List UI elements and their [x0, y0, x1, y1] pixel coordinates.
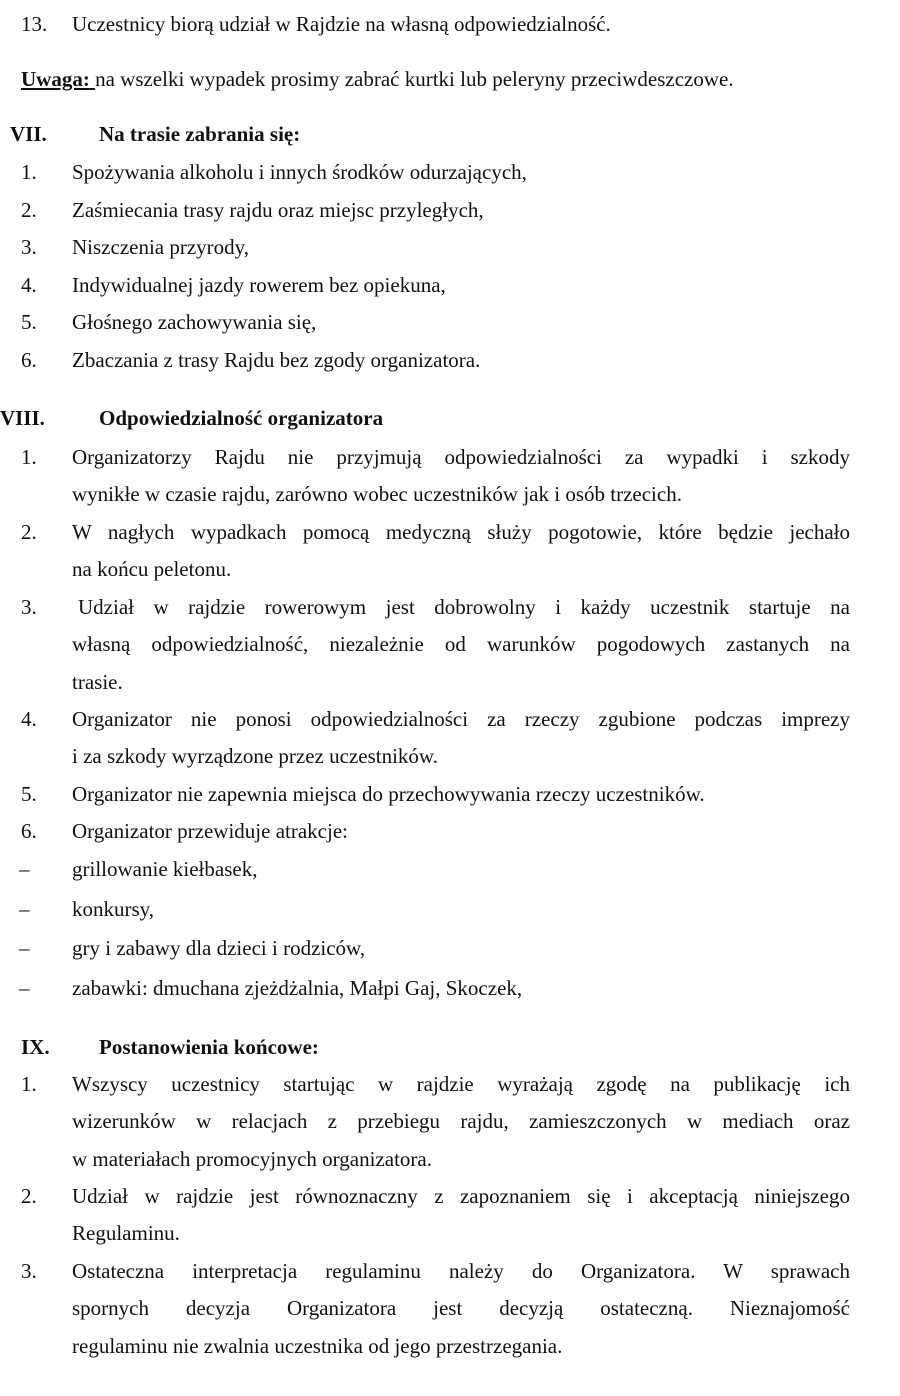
list-item-text: regulaminu nie zwalnia uczestnika od jego przestrzegania. [72, 1334, 563, 1358]
list-number: 1. [21, 160, 37, 184]
list-item-text: Udział w rajdzie rowerowym jest dobrowolny i każdy uczestnik startuje na [78, 595, 850, 619]
list-item-text: na końcu peletonu. [72, 557, 232, 581]
list-number: 2. [21, 1184, 37, 1208]
list-item-text: Organizator nie zapewnia miejsca do przechowywania rzeczy uczestników. [72, 782, 705, 806]
dash-bullet: – [19, 857, 30, 881]
list-number: 3. [21, 595, 37, 619]
section-number: VII. [10, 122, 47, 146]
list-item-text: grillowanie kiełbasek, [72, 857, 258, 881]
note-label: Uwaga: [21, 67, 90, 91]
list-item-text: Głośnego zachowywania się, [72, 310, 317, 334]
list-item-text: spornych decyzja Organizatora jest decyzją ostateczną. Nieznajomość [72, 1296, 850, 1320]
list-item-text: Regulaminu. [72, 1221, 180, 1245]
list-number: 2. [21, 198, 37, 222]
list-number: 13. [21, 12, 48, 36]
list-item-text: w materiałach promocyjnych organizatora. [72, 1147, 432, 1171]
section-title: Na trasie zabrania się: [99, 122, 301, 146]
list-number: 1. [21, 1072, 37, 1096]
list-item-text: Organizator przewiduje atrakcje: [72, 819, 348, 843]
list-item-text: Ostateczna interpretacja regulaminu należy do Organizatora. W sprawach [72, 1259, 850, 1283]
list-number: 5. [21, 782, 37, 806]
section-number: VIII. [0, 406, 45, 430]
list-number: 4. [21, 273, 37, 297]
list-item-text: Indywidualnej jazdy rowerem bez opiekuna, [72, 273, 446, 297]
list-item-text: wynikłe w czasie rajdu, zarówno wobec uczestników jak i osób trzecich. [72, 482, 682, 506]
note-paragraph [21, 67, 734, 91]
list-number: 3. [21, 235, 37, 259]
list-item-text: Uczestnicy biorą udział w Rajdzie na własną odpowiedzialność. [72, 12, 611, 36]
list-item-text: zabawki: dmuchana zjeżdżalnia, Małpi Gaj, Skoczek, [72, 976, 523, 1000]
list-item-text: Zaśmiecania trasy rajdu oraz miejsc przyległych, [72, 198, 484, 222]
list-item-text: Niszczenia przyrody, [72, 235, 250, 259]
list-item-text: wizerunków w relacjach z przebiegu rajdu, zamieszczonych w mediach oraz [72, 1109, 850, 1133]
list-number: 4. [21, 707, 37, 731]
list-item-text: i za szkody wyrządzone przez uczestników. [72, 744, 438, 768]
list-item-text: Organizator nie ponosi odpowiedzialności za rzeczy zgubione podczas imprezy [72, 707, 850, 731]
list-item-text: Spożywania alkoholu i innych środków odurzających, [72, 160, 527, 184]
note-text: na wszelki wypadek prosimy zabrać kurtki lub peleryny przeciwdeszczowe. [95, 67, 734, 91]
list-item-text: Wszyscy uczestnicy startując w rajdzie wyrażają zgodę na publikację ich [72, 1072, 850, 1096]
list-item-text: konkursy, [72, 897, 155, 921]
list-item-text: Organizatorzy Rajdu nie przyjmują odpowiedzialności za wypadki i szkody [72, 445, 850, 469]
list-item-text: Udział w rajdzie jest równoznaczny z zapoznaniem się i akceptacją niniejszego [72, 1184, 850, 1208]
section-number: IX. [21, 1035, 50, 1059]
list-item-text: W nagłych wypadkach pomocą medyczną służy pogotowie, które będzie jechało [72, 520, 850, 544]
section-title: Odpowiedzialność organizatora [99, 406, 384, 430]
list-item-text: własną odpowiedzialność, niezależnie od warunków pogodowych zastanych na [72, 632, 850, 656]
list-number: 2. [21, 520, 37, 544]
list-item-text: gry i zabawy dla dzieci i rodziców, [72, 936, 366, 960]
dash-bullet: – [19, 897, 30, 921]
list-number: 1. [21, 445, 37, 469]
list-number: 3. [21, 1259, 37, 1283]
section-title: Postanowienia końcowe: [99, 1035, 319, 1059]
dash-bullet: – [19, 936, 30, 960]
list-number: 6. [21, 819, 37, 843]
list-item-text: Zbaczania z trasy Rajdu bez zgody organizatora. [72, 348, 481, 372]
list-number: 6. [21, 348, 37, 372]
dash-bullet: – [19, 976, 30, 1000]
list-item-text: trasie. [72, 670, 123, 694]
list-number: 5. [21, 310, 37, 334]
